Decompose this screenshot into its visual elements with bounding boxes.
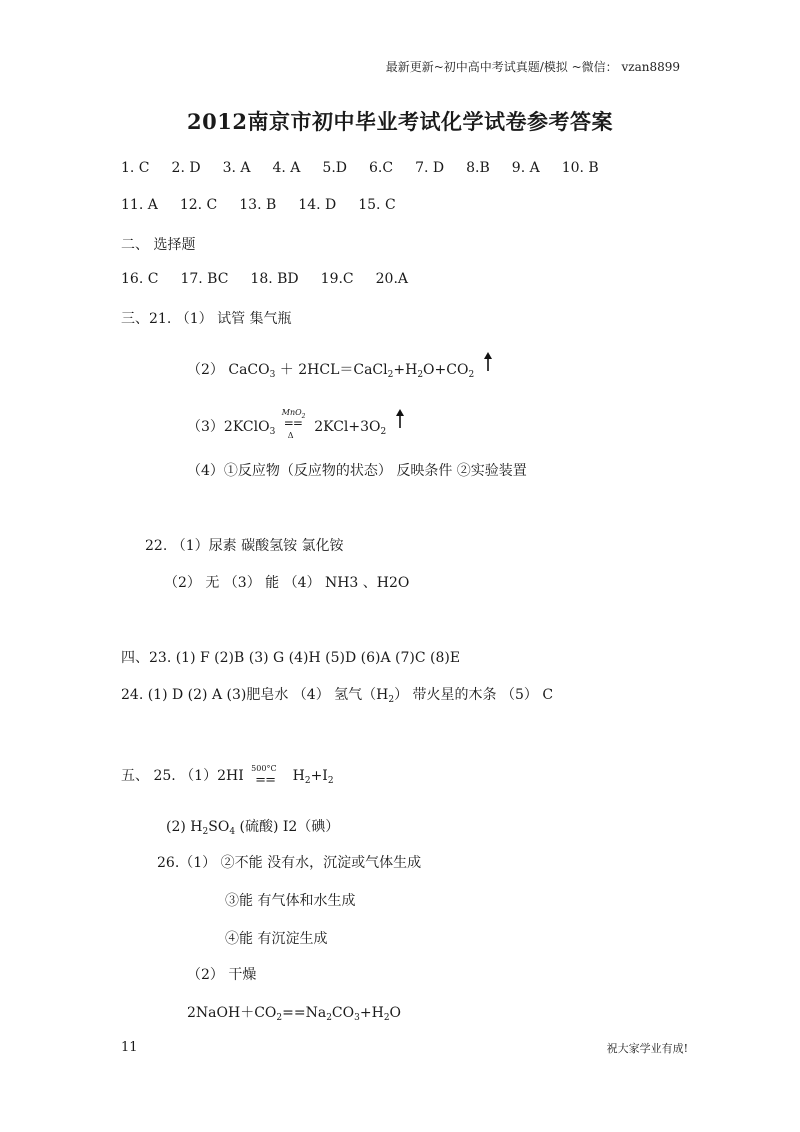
answer-item: 4. A — [272, 160, 301, 176]
q24: 24. (1) D (2) A (3)肥皂水 （4） 氢气$(H_2)$ 带火星的木条 （5） C — [121, 687, 554, 705]
q23: 四、23. (1) F (2)B (3) G (4)H (5)D (6)A (7)C (8)E — [121, 650, 461, 666]
answer-item: 8.B — [466, 160, 490, 176]
answer-item: 13. B — [239, 197, 277, 213]
answer-item: 12. C — [179, 197, 218, 213]
answer-item: 2. D — [171, 160, 201, 176]
q21-part-3-equation: （3）2KClO$_3$ MnO$_2$ == Δ $2KCl+3O_2$ — [187, 409, 405, 441]
q22-part-1: 22. （1）尿素 碳酸氢铵 氯化铵 — [145, 538, 344, 554]
answer-item: 15. C — [358, 197, 396, 213]
answer-item: 3. A — [222, 160, 251, 176]
answer-item: 14. D — [298, 197, 337, 213]
q26-part-1b: ③能 有气体和水生成 — [225, 893, 356, 909]
answer-item: 6.C — [369, 160, 394, 176]
q25-part-1-equation: 五、 25. （1）2HI 500°C == $H_2+I_2$ — [121, 762, 334, 792]
q21-part-2-equation: （2） CaCO$_3$ ＋ $2HCL=CaCl_2+H_2O+CO_2$ — [187, 352, 493, 380]
gas-up-arrow-icon — [395, 409, 405, 429]
gas-up-arrow-icon — [483, 352, 493, 372]
q22-part-2: （2） 无 （3） 能 （4） NH3 、H2O — [164, 575, 410, 591]
q26-part-2: （2） 干燥 — [187, 967, 257, 983]
reaction-condition: 500°C == — [251, 764, 277, 788]
answer-item: 5.D — [322, 160, 348, 176]
page-number: 11 — [121, 1040, 138, 1055]
page-title: 2012南京市初中毕业考试化学试卷参考答案 — [187, 109, 613, 134]
answers-row-3 — [121, 271, 430, 287]
q26-part-1: 26.（1） ②不能 没有水，沉淀或气体生成 — [157, 855, 422, 871]
q26-equation: $2NaOH+CO_2==Na_2CO_3+H_2O$ — [187, 1005, 402, 1023]
section-heading-2: 二、 选择题 — [121, 237, 196, 253]
answer-item: 19.C — [320, 271, 354, 287]
q21-part-4: （4）①反应物（反应物的状态） 反映条件 ②实验装置 — [187, 463, 527, 479]
answer-item: 1. C — [121, 160, 150, 176]
answer-item: 10. B — [561, 160, 599, 176]
q25-part-2: (2) $H_2SO_4$ (硫酸) I2（碘） — [166, 819, 340, 837]
answer-item: 11. A — [121, 197, 158, 213]
reaction-condition: MnO$_2$ == Δ — [281, 408, 306, 440]
q21-part-1: 三、21. （1） 试管 集气瓶 — [121, 311, 292, 327]
q26-part-1c: ④能 有沉淀生成 — [225, 931, 328, 947]
answers-row-2 — [121, 197, 418, 213]
answer-item: 20.A — [375, 271, 409, 287]
page-header: 最新更新~初中高中考试真题/模拟 ~微信： vzan8899 — [385, 60, 680, 74]
answer-item: 18. BD — [250, 271, 299, 287]
answers-row-1 — [121, 160, 621, 176]
answer-item: 16. C — [121, 271, 159, 287]
answer-item: 9. A — [511, 160, 540, 176]
answer-item: 7. D — [415, 160, 445, 176]
footer-note: 祝大家学业有成! — [606, 1042, 688, 1055]
answer-item: 17. BC — [180, 271, 229, 287]
